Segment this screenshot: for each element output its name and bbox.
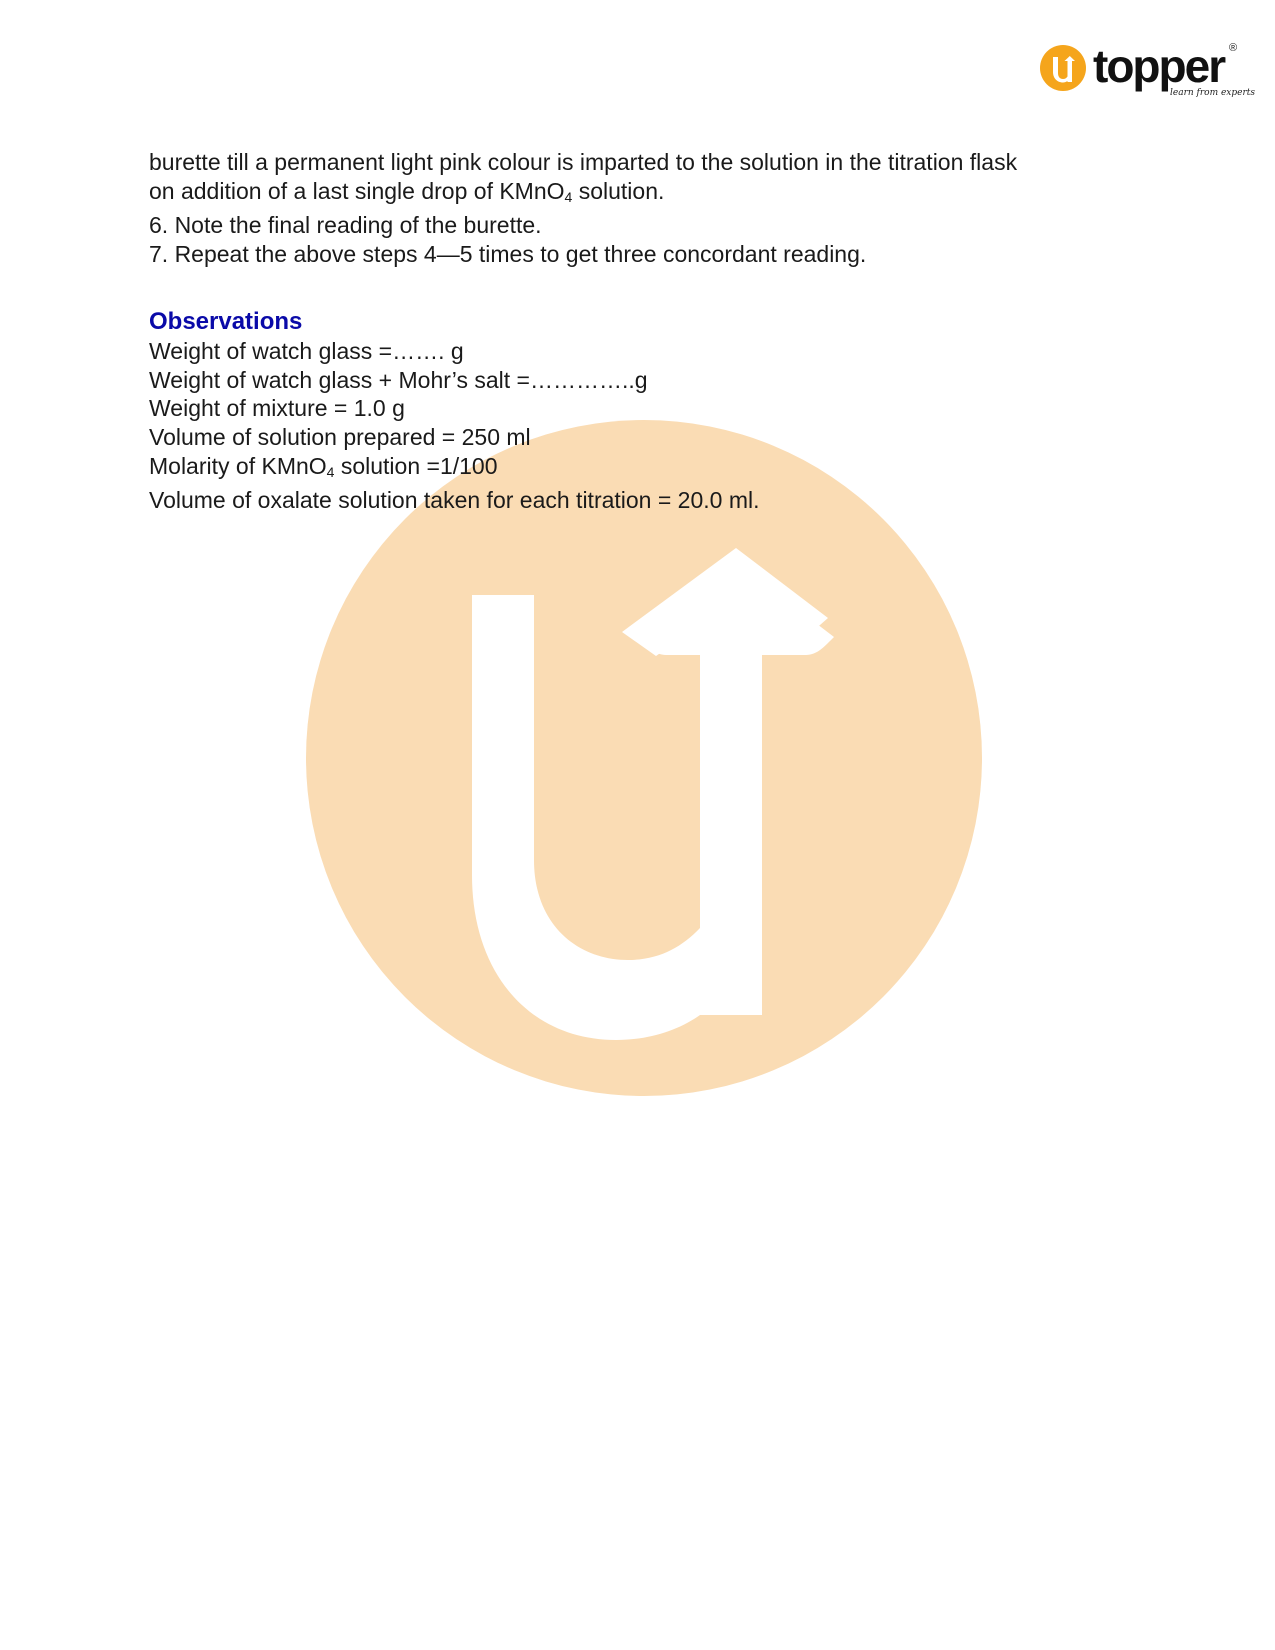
logo-u-icon — [1040, 45, 1086, 91]
brand-tagline: learn from experts — [1170, 88, 1256, 98]
obs-watch-glass: Weight of watch glass =……. g — [149, 337, 464, 364]
document-body — [149, 148, 1149, 515]
procedure-step-6: 6. Note the final reading of the burette. — [149, 212, 542, 239]
procedure-line-2 — [149, 177, 1149, 212]
obs-oxalate-volume: Volume of oxalate solution taken for each titration = 20.0 ml. — [149, 487, 760, 514]
procedure-step-7: 7. Repeat the above steps 4—5 times to get three concordant reading. — [149, 241, 867, 268]
obs-watch-glass-salt: Weight of watch glass + Mohr’s salt =…………..g — [149, 366, 648, 393]
registered-mark: ® — [1229, 42, 1238, 54]
obs-molarity-subscript: 4 — [326, 463, 335, 480]
obs-molarity-text: Molarity of KMnO — [149, 452, 327, 479]
obs-mixture: Weight of mixture = 1.0 g — [149, 395, 405, 422]
procedure-line-1: burette till a permanent light pink colour is imparted to the solution in the titration flask — [149, 149, 1018, 175]
brand-logo[interactable] — [1040, 40, 1256, 104]
obs-molarity — [149, 452, 1149, 487]
observations-heading: Observations — [149, 307, 303, 335]
subscript-4: 4 — [564, 188, 573, 205]
watermark-logo — [306, 420, 982, 1096]
obs-molarity-value: solution =1/100 — [334, 452, 498, 479]
procedure-line-2-end: solution. — [572, 177, 665, 204]
procedure-line-2-text: on addition of a last single drop of KMnO — [149, 177, 565, 204]
obs-volume-prepared: Volume of solution prepared = 250 ml — [149, 423, 531, 450]
brand-name: topper — [1093, 40, 1225, 92]
